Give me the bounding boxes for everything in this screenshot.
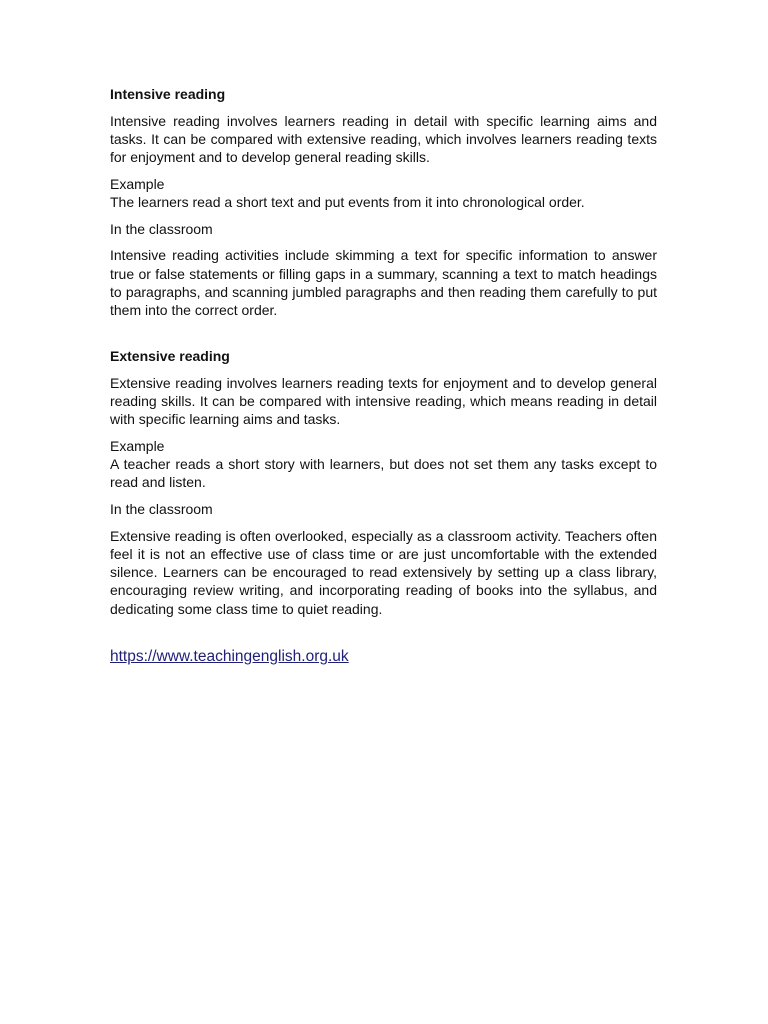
definition-paragraph: Extensive reading involves learners reading texts for enjoyment and to develop general reading skills. It can be compared with intensive reading, which means reading in detail with specific learning aims and tasks. bbox=[110, 374, 657, 428]
intensive-reading-section bbox=[110, 85, 657, 319]
classroom-paragraph: Intensive reading activities include skimming a text for specific information to answer true or false statements or filling gaps in a summary, scanning a text to match headings to paragraphs, and scanning jumbled paragraphs and then reading them carefully to put them into the correct order. bbox=[110, 247, 657, 319]
section-heading: Intensive reading bbox=[110, 86, 226, 102]
classroom-paragraph: Extensive reading is often overlooked, especially as a classroom activity. Teachers often feel it is not an effective use of class time or are just uncomfortable with the extended silence. Learners can be encouraged to read extensively by setting up a class library, encouraging review writing, and incorporating reading of books into the syllabus, and dedicating some class time to quiet reading. bbox=[110, 527, 657, 617]
source-link[interactable]: https://www.teachingenglish.org.uk bbox=[110, 647, 349, 665]
extensive-reading-section bbox=[110, 347, 657, 618]
example-label: Example bbox=[110, 175, 165, 192]
section-heading: Extensive reading bbox=[110, 348, 230, 365]
classroom-label: In the classroom bbox=[110, 501, 213, 518]
example-block bbox=[110, 175, 657, 211]
example-label: Example bbox=[110, 438, 165, 455]
classroom-label: In the classroom bbox=[110, 220, 213, 237]
definition-paragraph: Intensive reading involves learners reading in detail with specific learning aims and tasks. It can be compared with extensive reading, which involves learners reading texts for enjoyment and to develop general reading skills. bbox=[110, 112, 657, 166]
example-text: A teacher reads a short story with learners, but does not set them any tasks except to read and listen. bbox=[110, 456, 657, 491]
example-block bbox=[110, 437, 657, 492]
source-link-block bbox=[110, 647, 657, 667]
example-text: The learners read a short text and put events from it into chronological order. bbox=[110, 194, 585, 211]
